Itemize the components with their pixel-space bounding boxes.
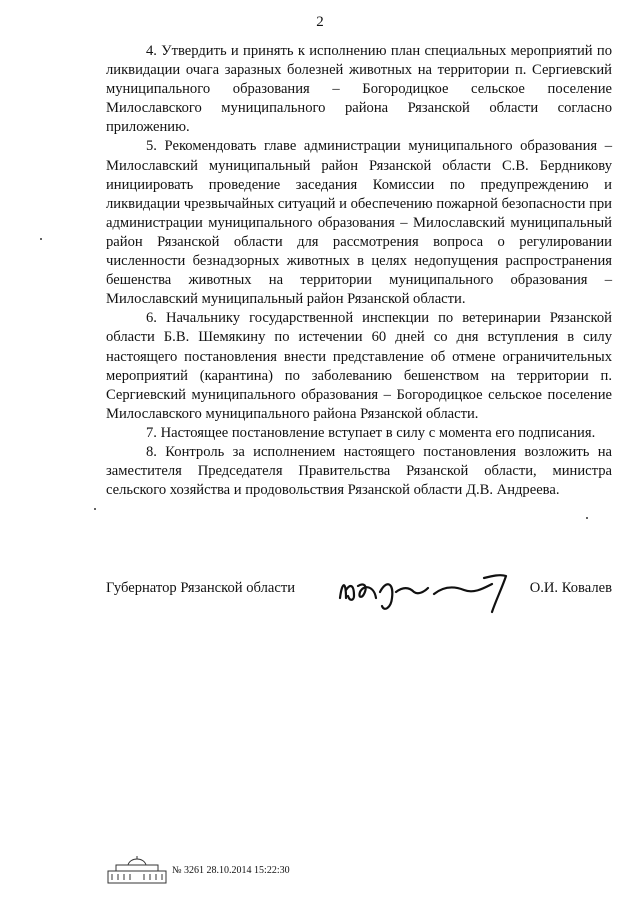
page-number: 2 bbox=[316, 14, 324, 30]
scan-speck bbox=[94, 508, 96, 510]
handwritten-signature bbox=[334, 568, 514, 618]
signatory-name: О.И. Ковалев bbox=[529, 580, 612, 596]
paragraph-item-7: 7. Настоящее постановление вступает в силу с момента его подписания. bbox=[146, 424, 596, 441]
paragraph-item-4: 4. Утвердить и принять к исполнению план специальных мероприятий по ликвидации очага заразных болезней животных на территории п. Сергиевский муниципального образования – Богородицкое сельское поселение Милославского муниципального района Рязанской области согласно приложению. bbox=[106, 43, 612, 136]
signatory-title: Губернатор Рязанской области bbox=[106, 580, 296, 596]
paragraph-item-5: 5. Рекомендовать главе администрации муниципального образования – Милославский муниципальный район Рязанской области С.В. Бердникову инициировать проведение заседания Комиссии по предупреждению и ликвидации чрезвычайных ситуаций и обеспечению пожарной безопасности при администрации муниципального образования – Милославский муниципальный район Рязанской области для рассмотрения вопроса о регулировании численности безнадзорных животных в целях недопущения распространения бешенства животных на территории муниципального образования – Милославский муниципальный район Рязанской области. bbox=[106, 138, 612, 308]
document-body bbox=[106, 42, 612, 500]
registration-number: № 3261 28.10.2014 15:22:30 bbox=[172, 865, 290, 876]
scan-speck bbox=[586, 517, 588, 519]
signature-block bbox=[106, 572, 612, 612]
paragraph-item-6: 6. Начальнику государственной инспекции по ветеринарии Рязанской области Б.В. Шемякину по истечении 60 дней со дня вступления в силу настоящего постановления внести представление об отмене ограничительных мероприятий (карантина) по заболеванию бешенством на территории п. Сергиевский муниципального образования – Богородицкое сельское поселение Милославского муниципального района Рязанской области. bbox=[106, 310, 612, 422]
document-footer bbox=[106, 855, 506, 885]
scan-speck bbox=[40, 238, 42, 240]
registry-stamp-icon bbox=[106, 855, 168, 885]
paragraph-item-8: 8. Контроль за исполнением настоящего постановления возложить на заместителя Председателя Правительства Рязанской области, министра сельского хозяйства и продовольствия Рязанской области Д.В. Андреева. bbox=[106, 443, 612, 499]
